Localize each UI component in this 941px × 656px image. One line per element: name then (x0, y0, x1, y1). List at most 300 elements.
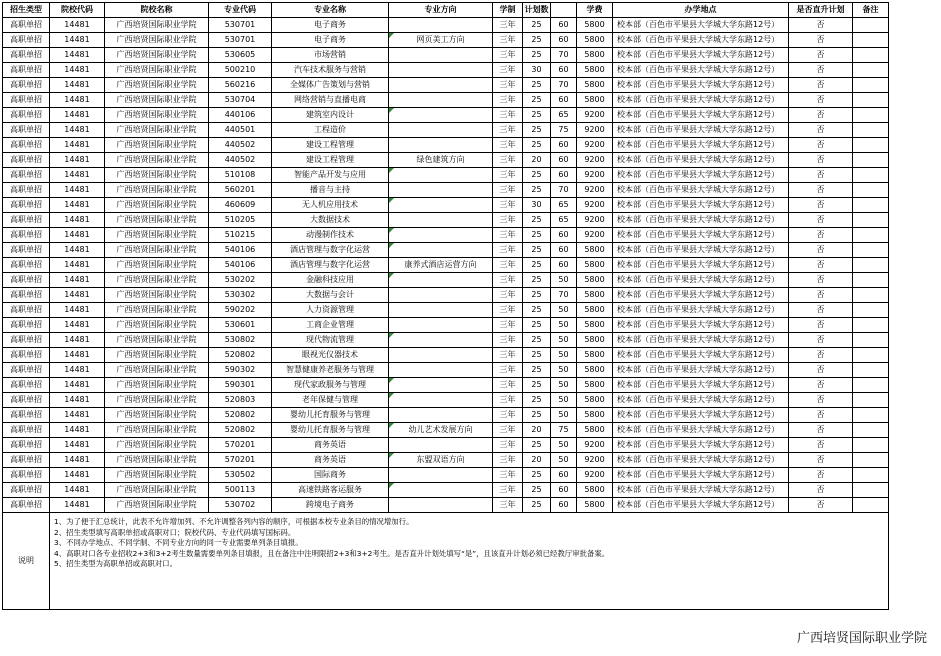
cell-plan-extra: 60 (551, 138, 577, 153)
table-row (3, 63, 889, 78)
cell-remarks (853, 318, 889, 333)
cell-duration: 三年 (493, 18, 523, 33)
cell-major-code: 520802 (209, 408, 272, 423)
cell-tuition: 9200 (577, 198, 613, 213)
cell-school-code: 14481 (50, 63, 105, 78)
table-row (3, 318, 889, 333)
cell-school-code: 14481 (50, 393, 105, 408)
cell-duration: 三年 (493, 468, 523, 483)
cell-major-name: 酒店管理与数字化运营 (272, 243, 389, 258)
cell-major-name: 眼视光仪器技术 (272, 348, 389, 363)
cell-major-name: 市场营销 (272, 48, 389, 63)
cell-major-code: 510215 (209, 228, 272, 243)
cell-school-name: 广西培贤国际职业学院 (105, 423, 209, 438)
cell-major-direction: 绿色建筑方向 (389, 153, 493, 168)
cell-duration: 三年 (493, 393, 523, 408)
cell-plan-count: 25 (523, 288, 551, 303)
table-row (3, 18, 889, 33)
cell-major-code: 520803 (209, 393, 272, 408)
cell-location: 校本部（百色市平果县大学城大学东路12号） (613, 93, 789, 108)
cell-major-name: 高速铁路客运服务 (272, 483, 389, 498)
header-school-name: 院校名称 (105, 3, 209, 18)
cell-school-name: 广西培贤国际职业学院 (105, 363, 209, 378)
cell-major-direction (389, 318, 493, 333)
cell-enroll-type: 高职单招 (3, 168, 50, 183)
table-row (3, 483, 889, 498)
cell-duration: 三年 (493, 168, 523, 183)
cell-remarks (853, 213, 889, 228)
cell-remarks (853, 93, 889, 108)
cell-major-direction (389, 93, 493, 108)
cell-tuition: 9200 (577, 453, 613, 468)
cell-tuition: 9200 (577, 108, 613, 123)
cell-major-name: 无人机应用技术 (272, 198, 389, 213)
cell-plan-extra: 75 (551, 423, 577, 438)
cell-duration: 三年 (493, 33, 523, 48)
cell-direct-promotion: 否 (789, 183, 853, 198)
cell-major-code: 500210 (209, 63, 272, 78)
cell-plan-extra: 60 (551, 258, 577, 273)
cell-tuition: 5800 (577, 18, 613, 33)
cell-major-code: 570201 (209, 453, 272, 468)
header-major-name: 专业名称 (272, 3, 389, 18)
cell-major-direction (389, 273, 493, 288)
table-row (3, 303, 889, 318)
note-line: 5、招生类型为高职单招或高职对口。 (54, 559, 177, 568)
cell-major-code: 590301 (209, 378, 272, 393)
cell-major-code: 590202 (209, 303, 272, 318)
table-row (3, 258, 889, 273)
cell-school-name: 广西培贤国际职业学院 (105, 348, 209, 363)
cell-major-direction (389, 213, 493, 228)
cell-school-code: 14481 (50, 18, 105, 33)
cell-school-code: 14481 (50, 153, 105, 168)
cell-major-direction (389, 483, 493, 498)
cell-location: 校本部（百色市平果县大学城大学东路12号） (613, 363, 789, 378)
cell-enroll-type: 高职单招 (3, 333, 50, 348)
cell-school-name: 广西培贤国际职业学院 (105, 243, 209, 258)
cell-plan-extra: 50 (551, 438, 577, 453)
cell-remarks (853, 198, 889, 213)
cell-location: 校本部（百色市平果县大学城大学东路12号） (613, 213, 789, 228)
cell-major-code: 540106 (209, 258, 272, 273)
cell-plan-extra: 70 (551, 48, 577, 63)
cell-direct-promotion: 否 (789, 483, 853, 498)
cell-school-name: 广西培贤国际职业学院 (105, 468, 209, 483)
table-row (3, 183, 889, 198)
cell-school-code: 14481 (50, 303, 105, 318)
cell-major-code: 540106 (209, 243, 272, 258)
cell-school-code: 14481 (50, 198, 105, 213)
cell-plan-count: 25 (523, 333, 551, 348)
cell-major-name: 全媒体广告策划与营销 (272, 78, 389, 93)
cell-location: 校本部（百色市平果县大学城大学东路12号） (613, 303, 789, 318)
cell-location: 校本部（百色市平果县大学城大学东路12号） (613, 423, 789, 438)
cell-location: 校本部（百色市平果县大学城大学东路12号） (613, 168, 789, 183)
cell-major-name: 现代家政服务与管理 (272, 378, 389, 393)
cell-remarks (853, 258, 889, 273)
cell-remarks (853, 18, 889, 33)
cell-school-code: 14481 (50, 168, 105, 183)
cell-plan-count: 25 (523, 243, 551, 258)
cell-school-code: 14481 (50, 123, 105, 138)
cell-major-name: 建设工程管理 (272, 138, 389, 153)
cell-location: 校本部（百色市平果县大学城大学东路12号） (613, 498, 789, 513)
cell-major-name: 动漫制作技术 (272, 228, 389, 243)
cell-direct-promotion: 否 (789, 198, 853, 213)
cell-location: 校本部（百色市平果县大学城大学东路12号） (613, 18, 789, 33)
cell-major-name: 大数据技术 (272, 213, 389, 228)
cell-tuition: 9200 (577, 168, 613, 183)
cell-location: 校本部（百色市平果县大学城大学东路12号） (613, 258, 789, 273)
cell-direct-promotion: 否 (789, 33, 853, 48)
cell-direct-promotion: 否 (789, 258, 853, 273)
cell-direct-promotion: 否 (789, 498, 853, 513)
cell-tuition: 5800 (577, 378, 613, 393)
cell-school-code: 14481 (50, 48, 105, 63)
cell-enroll-type: 高职单招 (3, 213, 50, 228)
cell-duration: 三年 (493, 213, 523, 228)
cell-tuition: 9200 (577, 468, 613, 483)
cell-school-name: 广西培贤国际职业学院 (105, 93, 209, 108)
cell-remarks (853, 498, 889, 513)
cell-school-code: 14481 (50, 228, 105, 243)
cell-duration: 三年 (493, 483, 523, 498)
cell-plan-extra: 60 (551, 228, 577, 243)
cell-major-direction (389, 498, 493, 513)
cell-remarks (853, 243, 889, 258)
cell-plan-extra: 50 (551, 453, 577, 468)
cell-school-code: 14481 (50, 243, 105, 258)
cell-direct-promotion: 否 (789, 288, 853, 303)
cell-major-direction (389, 168, 493, 183)
cell-duration: 三年 (493, 288, 523, 303)
cell-major-direction (389, 243, 493, 258)
cell-location: 校本部（百色市平果县大学城大学东路12号） (613, 273, 789, 288)
cell-plan-count: 25 (523, 168, 551, 183)
cell-major-code: 530701 (209, 33, 272, 48)
cell-duration: 三年 (493, 138, 523, 153)
cell-tuition: 5800 (577, 423, 613, 438)
cell-enroll-type: 高职单招 (3, 48, 50, 63)
cell-school-name: 广西培贤国际职业学院 (105, 258, 209, 273)
cell-major-name: 跨境电子商务 (272, 498, 389, 513)
cell-major-direction (389, 78, 493, 93)
cell-major-direction (389, 393, 493, 408)
cell-major-direction: 网页美工方向 (389, 33, 493, 48)
cell-plan-count: 20 (523, 453, 551, 468)
cell-duration: 三年 (493, 228, 523, 243)
cell-school-code: 14481 (50, 78, 105, 93)
cell-duration: 三年 (493, 348, 523, 363)
cell-duration: 三年 (493, 183, 523, 198)
cell-direct-promotion: 否 (789, 123, 853, 138)
cell-tuition: 5800 (577, 93, 613, 108)
cell-tuition: 5800 (577, 303, 613, 318)
cell-duration: 三年 (493, 63, 523, 78)
cell-major-code: 530202 (209, 273, 272, 288)
cell-major-name: 金融科技应用 (272, 273, 389, 288)
cell-plan-count: 25 (523, 18, 551, 33)
cell-enroll-type: 高职单招 (3, 78, 50, 93)
cell-plan-count: 25 (523, 273, 551, 288)
cell-school-code: 14481 (50, 318, 105, 333)
cell-direct-promotion: 否 (789, 408, 853, 423)
cell-location: 校本部（百色市平果县大学城大学东路12号） (613, 348, 789, 363)
cell-duration: 三年 (493, 93, 523, 108)
table-row (3, 423, 889, 438)
header-major-code: 专业代码 (209, 3, 272, 18)
cell-enroll-type: 高职单招 (3, 318, 50, 333)
cell-direct-promotion: 否 (789, 273, 853, 288)
cell-school-name: 广西培贤国际职业学院 (105, 498, 209, 513)
cell-plan-extra: 60 (551, 18, 577, 33)
cell-major-code: 570201 (209, 438, 272, 453)
cell-remarks (853, 168, 889, 183)
cell-location: 校本部（百色市平果县大学城大学东路12号） (613, 483, 789, 498)
cell-school-name: 广西培贤国际职业学院 (105, 213, 209, 228)
cell-enroll-type: 高职单招 (3, 18, 50, 33)
cell-school-code: 14481 (50, 258, 105, 273)
cell-location: 校本部（百色市平果县大学城大学东路12号） (613, 153, 789, 168)
cell-plan-extra: 50 (551, 318, 577, 333)
header-row (3, 3, 889, 18)
cell-location: 校本部（百色市平果县大学城大学东路12号） (613, 243, 789, 258)
header-school-code: 院校代码 (50, 3, 105, 18)
cell-major-code: 560216 (209, 78, 272, 93)
cell-major-name: 商务英语 (272, 438, 389, 453)
cell-location: 校本部（百色市平果县大学城大学东路12号） (613, 438, 789, 453)
cell-school-name: 广西培贤国际职业学院 (105, 438, 209, 453)
cell-school-name: 广西培贤国际职业学院 (105, 228, 209, 243)
table-row (3, 168, 889, 183)
cell-major-code: 440501 (209, 123, 272, 138)
cell-school-code: 14481 (50, 288, 105, 303)
cell-enroll-type: 高职单招 (3, 498, 50, 513)
cell-plan-extra: 50 (551, 393, 577, 408)
cell-major-name: 建设工程管理 (272, 153, 389, 168)
cell-tuition: 9200 (577, 213, 613, 228)
cell-enroll-type: 高职单招 (3, 453, 50, 468)
cell-plan-count: 25 (523, 348, 551, 363)
cell-duration: 三年 (493, 153, 523, 168)
cell-tuition: 5800 (577, 498, 613, 513)
table-row (3, 108, 889, 123)
cell-duration: 三年 (493, 108, 523, 123)
cell-remarks (853, 483, 889, 498)
cell-remarks (853, 333, 889, 348)
cell-school-name: 广西培贤国际职业学院 (105, 333, 209, 348)
cell-enroll-type: 高职单招 (3, 288, 50, 303)
cell-plan-extra: 50 (551, 333, 577, 348)
cell-major-code: 520802 (209, 423, 272, 438)
cell-plan-extra: 60 (551, 468, 577, 483)
cell-direct-promotion: 否 (789, 363, 853, 378)
cell-plan-extra: 70 (551, 288, 577, 303)
cell-school-name: 广西培贤国际职业学院 (105, 108, 209, 123)
enrollment-plan-sheet (2, 2, 889, 610)
notes-row (3, 513, 889, 610)
table-row (3, 333, 889, 348)
cell-remarks (853, 228, 889, 243)
cell-school-code: 14481 (50, 333, 105, 348)
cell-major-code: 530702 (209, 498, 272, 513)
header-duration: 学制 (493, 3, 523, 18)
cell-direct-promotion: 否 (789, 438, 853, 453)
cell-enroll-type: 高职单招 (3, 438, 50, 453)
cell-school-code: 14481 (50, 348, 105, 363)
cell-school-name: 广西培贤国际职业学院 (105, 33, 209, 48)
cell-school-code: 14481 (50, 483, 105, 498)
cell-school-code: 14481 (50, 33, 105, 48)
cell-plan-count: 25 (523, 108, 551, 123)
cell-location: 校本部（百色市平果县大学城大学东路12号） (613, 198, 789, 213)
cell-major-direction (389, 198, 493, 213)
cell-major-name: 人力资源管理 (272, 303, 389, 318)
header-direct-promotion: 是否直升计划 (789, 3, 853, 18)
cell-location: 校本部（百色市平果县大学城大学东路12号） (613, 453, 789, 468)
cell-enroll-type: 高职单招 (3, 63, 50, 78)
cell-plan-count: 30 (523, 63, 551, 78)
cell-school-name: 广西培贤国际职业学院 (105, 483, 209, 498)
cell-tuition: 5800 (577, 483, 613, 498)
cell-direct-promotion: 否 (789, 318, 853, 333)
cell-tuition: 5800 (577, 408, 613, 423)
cell-school-code: 14481 (50, 378, 105, 393)
cell-plan-extra: 50 (551, 303, 577, 318)
cell-enroll-type: 高职单招 (3, 33, 50, 48)
cell-direct-promotion: 否 (789, 243, 853, 258)
cell-plan-count: 25 (523, 303, 551, 318)
cell-duration: 三年 (493, 273, 523, 288)
table-row (3, 453, 889, 468)
cell-major-direction (389, 48, 493, 63)
cell-enroll-type: 高职单招 (3, 198, 50, 213)
cell-tuition: 9200 (577, 228, 613, 243)
cell-major-direction (389, 468, 493, 483)
cell-location: 校本部（百色市平果县大学城大学东路12号） (613, 408, 789, 423)
cell-major-direction (389, 348, 493, 363)
cell-direct-promotion: 否 (789, 78, 853, 93)
header-plan-extra (551, 3, 577, 18)
cell-major-name: 酒店管理与数字化运营 (272, 258, 389, 273)
cell-school-name: 广西培贤国际职业学院 (105, 408, 209, 423)
table-row (3, 228, 889, 243)
cell-major-name: 老年保健与管理 (272, 393, 389, 408)
cell-enroll-type: 高职单招 (3, 258, 50, 273)
cell-major-code: 530701 (209, 18, 272, 33)
cell-direct-promotion: 否 (789, 63, 853, 78)
cell-location: 校本部（百色市平果县大学城大学东路12号） (613, 108, 789, 123)
cell-major-name: 婴幼儿托育服务与管理 (272, 408, 389, 423)
cell-school-code: 14481 (50, 498, 105, 513)
cell-direct-promotion: 否 (789, 423, 853, 438)
cell-tuition: 5800 (577, 318, 613, 333)
table-row (3, 153, 889, 168)
cell-duration: 三年 (493, 378, 523, 393)
cell-enroll-type: 高职单招 (3, 393, 50, 408)
cell-school-name: 广西培贤国际职业学院 (105, 138, 209, 153)
cell-enroll-type: 高职单招 (3, 468, 50, 483)
cell-enroll-type: 高职单招 (3, 123, 50, 138)
cell-duration: 三年 (493, 498, 523, 513)
cell-school-name: 广西培贤国际职业学院 (105, 123, 209, 138)
cell-duration: 三年 (493, 363, 523, 378)
cell-enroll-type: 高职单招 (3, 408, 50, 423)
cell-enroll-type: 高职单招 (3, 348, 50, 363)
cell-plan-count: 25 (523, 78, 551, 93)
cell-school-name: 广西培贤国际职业学院 (105, 303, 209, 318)
cell-direct-promotion: 否 (789, 168, 853, 183)
cell-plan-count: 25 (523, 483, 551, 498)
cell-remarks (853, 378, 889, 393)
footer-school-name: 广西培贤国际职业学院 (796, 631, 927, 646)
cell-plan-count: 25 (523, 468, 551, 483)
cell-location: 校本部（百色市平果县大学城大学东路12号） (613, 123, 789, 138)
cell-plan-extra: 60 (551, 243, 577, 258)
cell-direct-promotion: 否 (789, 48, 853, 63)
cell-tuition: 5800 (577, 48, 613, 63)
cell-major-direction (389, 108, 493, 123)
cell-school-name: 广西培贤国际职业学院 (105, 78, 209, 93)
cell-major-code: 460609 (209, 198, 272, 213)
cell-school-name: 广西培贤国际职业学院 (105, 453, 209, 468)
notes-text (50, 513, 889, 610)
table-row (3, 243, 889, 258)
cell-major-direction (389, 228, 493, 243)
cell-major-direction (389, 63, 493, 78)
table-row (3, 123, 889, 138)
cell-tuition: 5800 (577, 258, 613, 273)
cell-tuition: 5800 (577, 63, 613, 78)
cell-plan-extra: 60 (551, 168, 577, 183)
cell-remarks (853, 303, 889, 318)
cell-major-code: 510205 (209, 213, 272, 228)
cell-remarks (853, 153, 889, 168)
cell-school-name: 广西培贤国际职业学院 (105, 378, 209, 393)
cell-major-name: 建筑室内设计 (272, 108, 389, 123)
cell-direct-promotion: 否 (789, 213, 853, 228)
header-tuition: 学费 (577, 3, 613, 18)
cell-tuition: 5800 (577, 243, 613, 258)
cell-major-code: 530704 (209, 93, 272, 108)
cell-school-name: 广西培贤国际职业学院 (105, 183, 209, 198)
cell-school-name: 广西培贤国际职业学院 (105, 48, 209, 63)
cell-major-direction: 东盟双语方向 (389, 453, 493, 468)
table-row (3, 363, 889, 378)
cell-duration: 三年 (493, 123, 523, 138)
cell-major-direction (389, 123, 493, 138)
cell-major-name: 智能产品开发与应用 (272, 168, 389, 183)
cell-direct-promotion: 否 (789, 348, 853, 363)
cell-location: 校本部（百色市平果县大学城大学东路12号） (613, 378, 789, 393)
cell-school-name: 广西培贤国际职业学院 (105, 198, 209, 213)
cell-major-name: 网络营销与直播电商 (272, 93, 389, 108)
cell-major-code: 530802 (209, 333, 272, 348)
table-row (3, 498, 889, 513)
cell-plan-extra: 50 (551, 408, 577, 423)
table-row (3, 438, 889, 453)
cell-school-code: 14481 (50, 108, 105, 123)
cell-plan-count: 25 (523, 318, 551, 333)
cell-remarks (853, 183, 889, 198)
cell-major-direction (389, 183, 493, 198)
cell-school-code: 14481 (50, 93, 105, 108)
cell-plan-extra: 70 (551, 78, 577, 93)
cell-school-name: 广西培贤国际职业学院 (105, 318, 209, 333)
cell-plan-count: 25 (523, 138, 551, 153)
cell-enroll-type: 高职单招 (3, 423, 50, 438)
